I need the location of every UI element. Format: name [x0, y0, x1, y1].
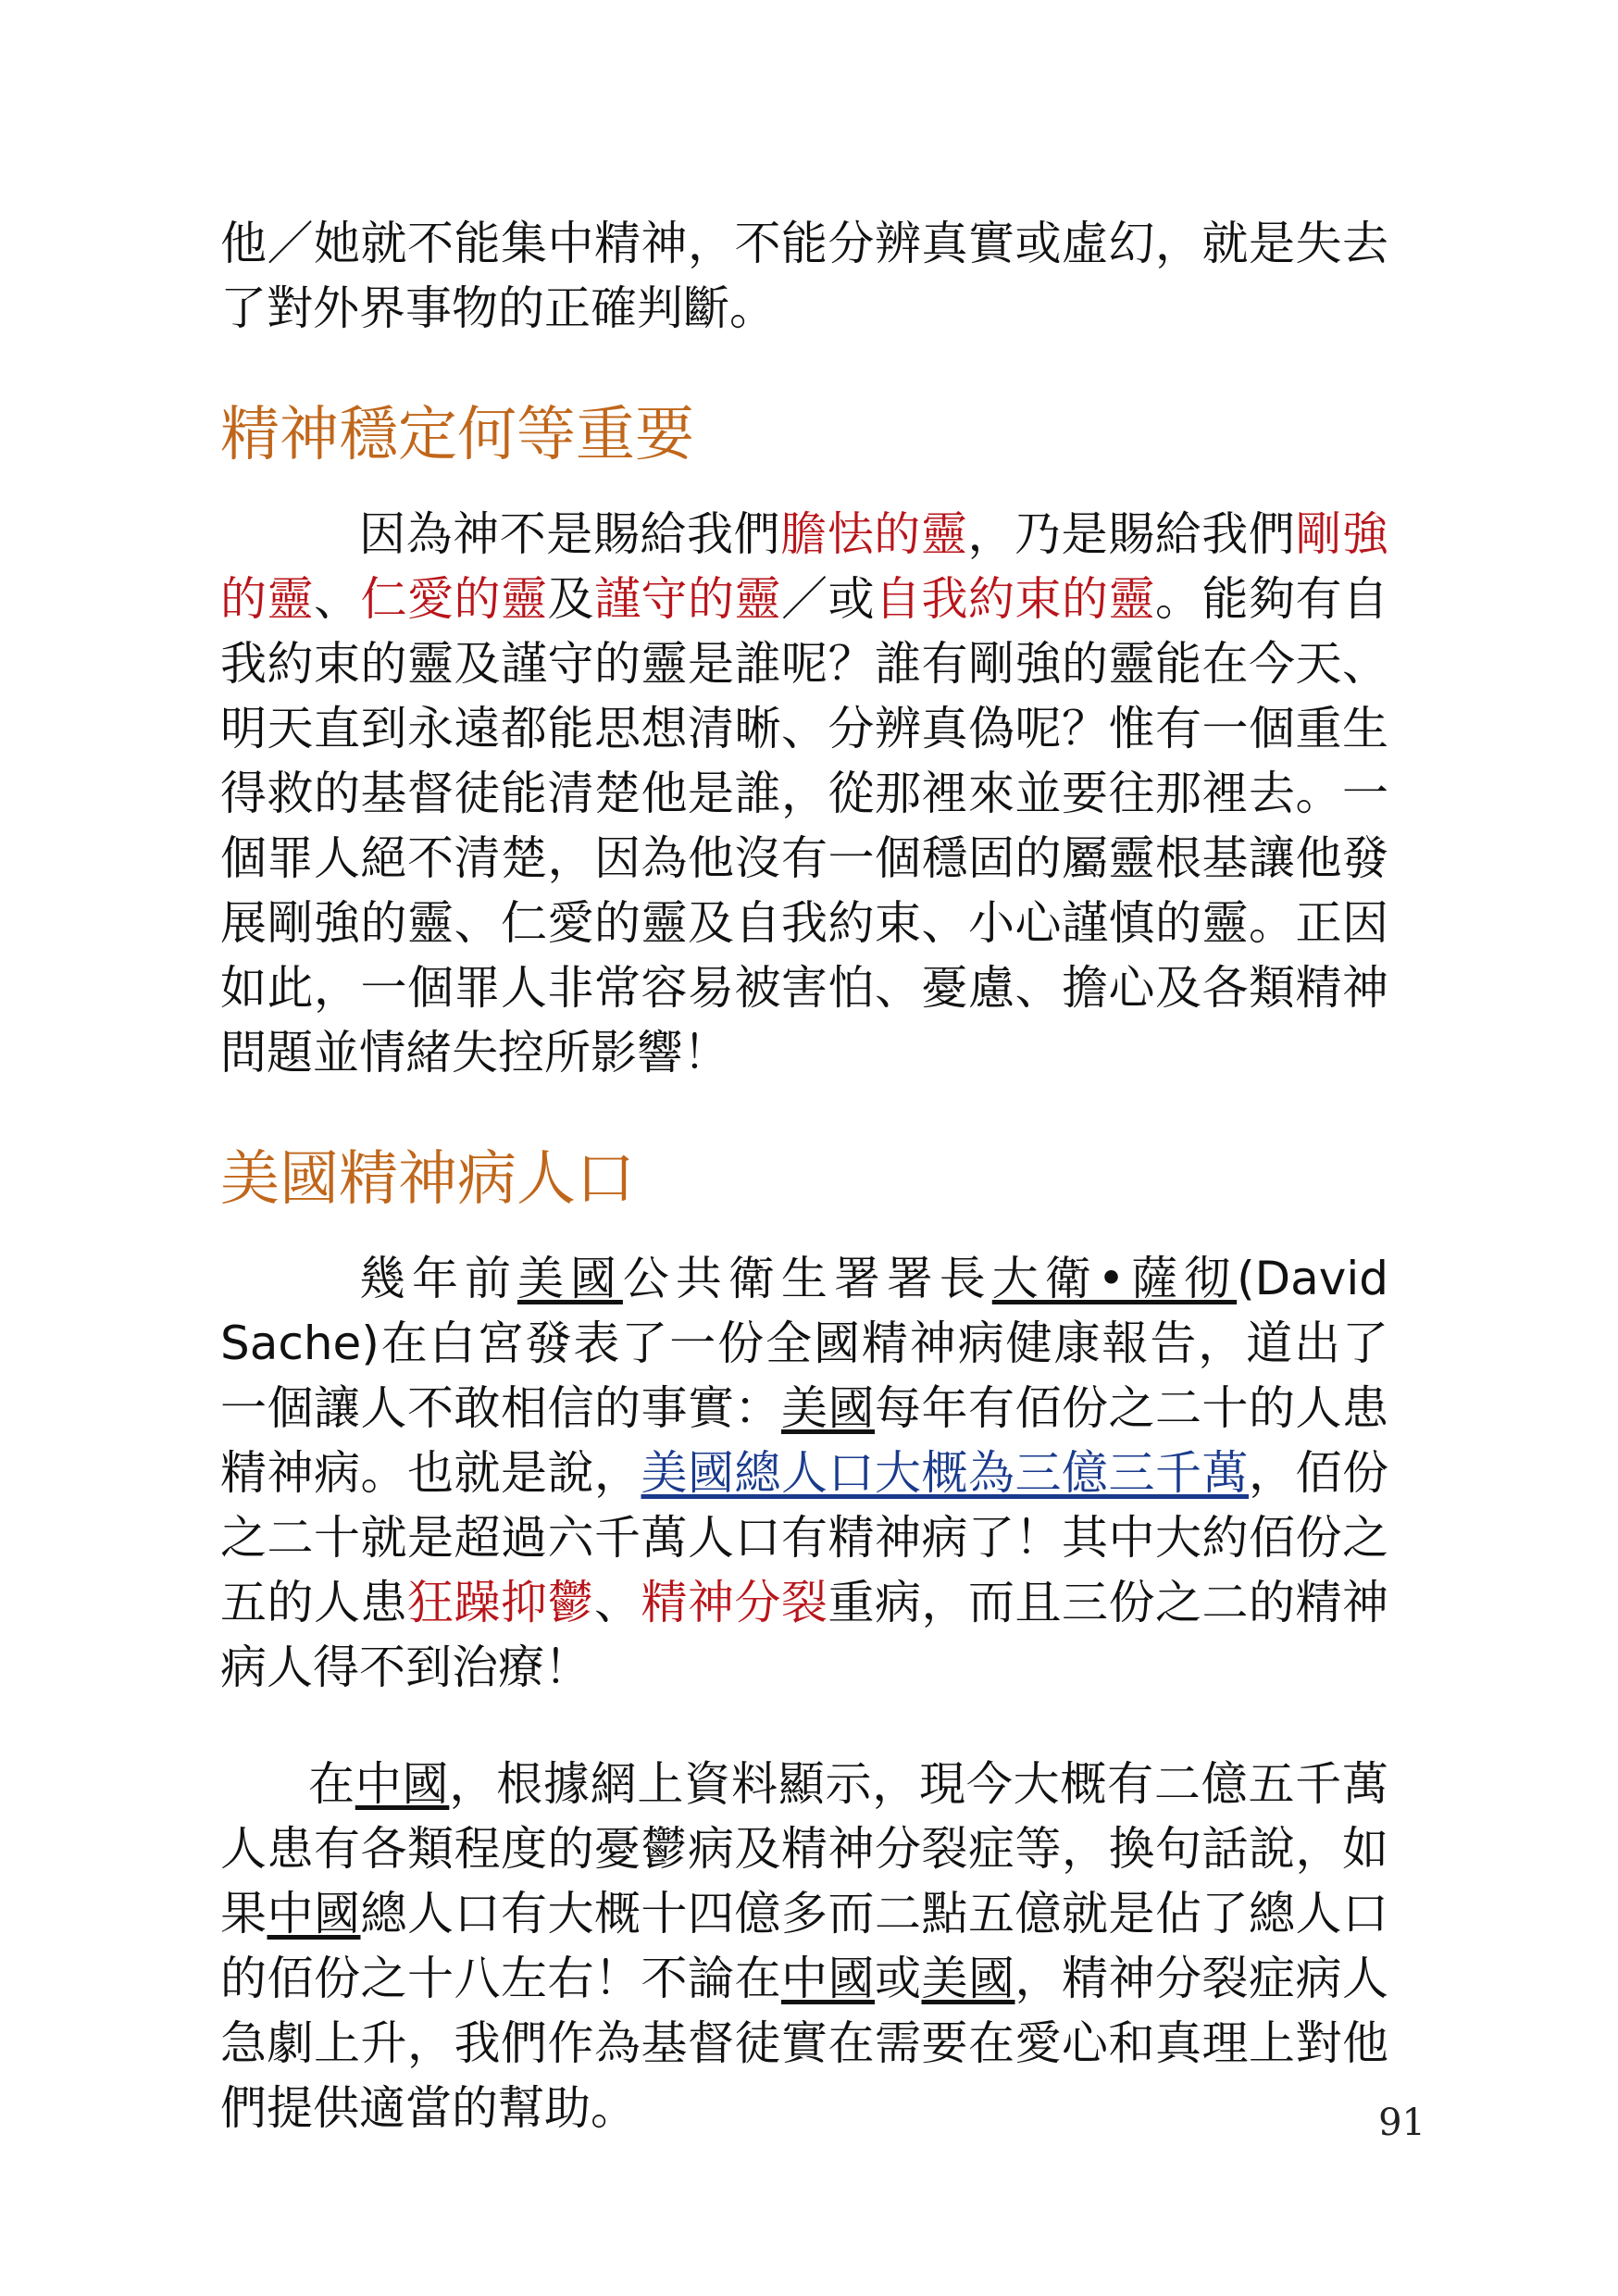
highlight-self-control-spirit: 自我約束的靈: [875, 572, 1155, 626]
highlight-us-population: 美國總人口大概為三億三千萬: [641, 1446, 1249, 1500]
text-run: 每年有佰份之二十的人患精神病。也就是說，: [220, 1381, 1388, 1500]
underlined-david-satcher: 大衛•薩彻: [991, 1252, 1238, 1305]
underlined-china: 中國: [267, 1887, 361, 1940]
section-spacer: [220, 1085, 1388, 1141]
text-run: 或: [875, 1952, 922, 2005]
us-mental-illness-paragraph: [220, 1246, 1388, 1700]
section-heading-mental-stability: 精神穩定何等重要: [220, 401, 694, 469]
intro-paragraph: [220, 211, 1388, 341]
text-run: 、: [314, 572, 361, 626]
underlined-usa: 美國: [517, 1252, 623, 1305]
highlight-strong-spirit: 剛強的靈: [220, 507, 1389, 626]
text-run: ，根據網上資料顯示，現今大概有二億五千萬人患有各類程度的憂鬱病及精神分裂症等，換句話說，如果: [220, 1757, 1389, 1940]
highlight-manic-depression: 狂躁抑鬱: [407, 1576, 594, 1629]
highlight-timid-spirit: 膽怯的靈: [780, 507, 968, 561]
text-run: ，精神分裂症病人急劇上升，我們作為基督徒實在需要在愛心和真理上對他們提供適當的幫助。: [220, 1952, 1388, 2135]
underlined-china: 中國: [781, 1952, 875, 2005]
text-run: 在: [308, 1757, 355, 1811]
highlight-sober-spirit: 謹守的靈: [594, 572, 781, 626]
section-heading-us-mental-illness: 美國精神病人口: [220, 1145, 635, 1214]
text-run: ／或: [781, 572, 875, 626]
text-run: 幾年前: [359, 1252, 517, 1305]
text-run: 總人口有大概十四億多而二點五億就是佔了總人口的佰份之十八左右！不論在: [220, 1887, 1388, 2005]
text-run: 重病，而且三份之二的精神病人得不到治療！: [220, 1576, 1388, 1694]
text-run: 及: [547, 572, 594, 626]
text-run: 、: [594, 1576, 641, 1629]
paragraph-spacer: [220, 1700, 1388, 1752]
china-mental-illness-paragraph: [220, 1752, 1388, 2140]
underlined-china: 中國: [355, 1757, 450, 1811]
intro-text: 他／她就不能集中精神，不能分辨真實或虛幻，就是失去了對外界事物的正確判斷。: [220, 217, 1388, 335]
highlight-loving-spirit: 仁愛的靈: [360, 572, 548, 626]
text-run: ，乃是賜給我們: [967, 507, 1296, 561]
page-number: 91: [1378, 2102, 1425, 2144]
text-run: 公共衛生署署長: [622, 1252, 992, 1305]
text-run: (David Sache)在白宮發表了一份全國精神病健康報告，道出了一個讓人不敢相信的事實：: [220, 1252, 1389, 1435]
text-run: 因為神不是賜給我們: [359, 507, 781, 561]
underlined-usa: 美國: [781, 1381, 875, 1435]
underlined-usa: 美國: [921, 1952, 1015, 2005]
text-run: 。能夠有自我約束的靈及謹守的靈是誰呢？誰有剛強的靈能在今天、明天直到永遠都能思想清晰、分辨真偽呢？惟有一個重生得救的基督徒能清楚他是誰，從那裡來並要往那裡去。一個罪人絕不清楚，因為他沒有一個穩固的屬靈根基讓他發展剛強的靈、仁愛的靈及自我約束、小心謹慎的靈。正因如此，一個罪人非常容易被害怕、憂慮、擔心及各類精神問題並情緒失控所影響！: [220, 572, 1388, 1079]
page-content: [220, 211, 1388, 2140]
highlight-schizophrenia: 精神分裂: [641, 1576, 828, 1629]
mental-stability-paragraph: [220, 502, 1388, 1085]
text-run: ，佰份之二十就是超過六千萬人口有精神病了！其中大約佰份之五的人患: [220, 1446, 1388, 1629]
